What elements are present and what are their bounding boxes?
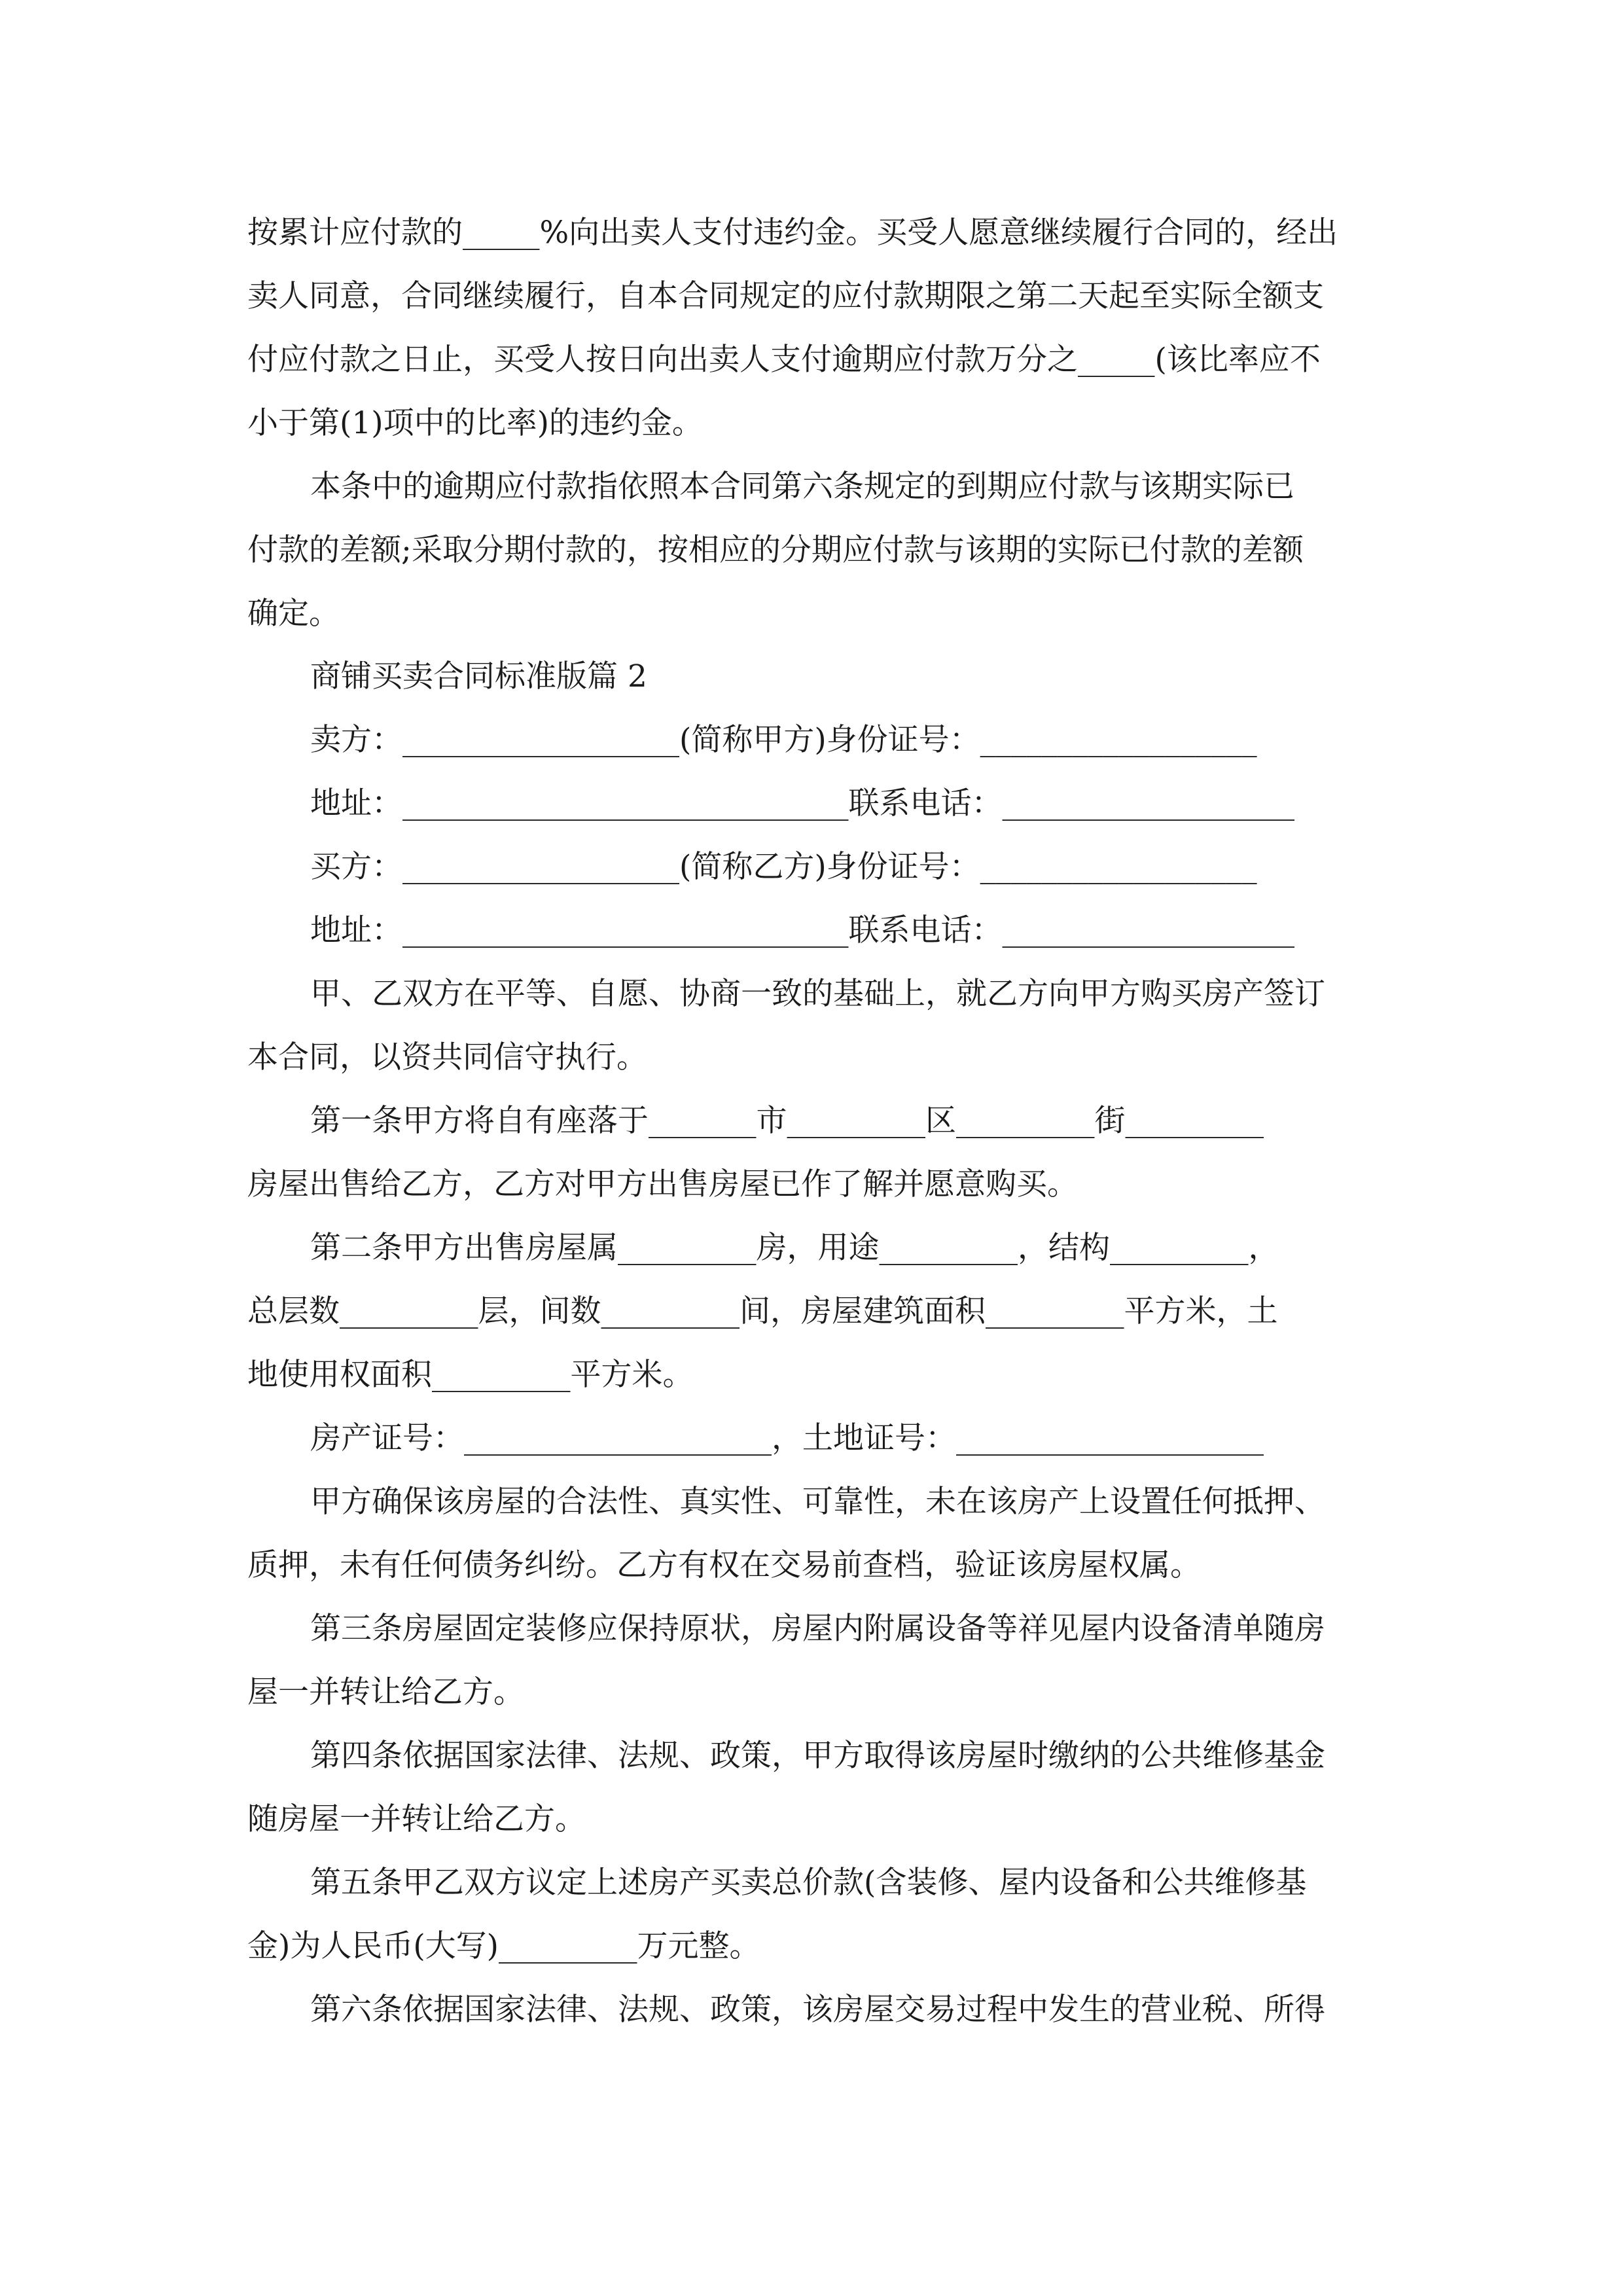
text-line: 卖人同意，合同继续履行，自本合同规定的应付款期限之第二天起至实际全额支 [247, 278, 1324, 314]
text-line: 甲、乙双方在平等、自愿、协商一致的基础上，就乙方向甲方购买房产签订 [310, 976, 1325, 1012]
seller-address-line: 地址：_____________________________联系电话：___________________ [310, 785, 1294, 821]
buyer-address-line: 地址：_____________________________联系电话：___________________ [310, 912, 1294, 948]
text-line: 总层数_________层，间数_________间，房屋建筑面积_________平方米，土 [247, 1293, 1278, 1329]
article-1-line: 第一条甲方将自有座落于_______市_________区_________街_________ [310, 1103, 1264, 1139]
seller-line: 卖方：__________________(简称甲方)身份证号：__________________ [310, 722, 1257, 758]
article-3-line: 第三条房屋固定装修应保持原状，房屋内附属设备等祥见屋内设备清单随房 [310, 1611, 1325, 1647]
text-line: 随房屋一并转让给乙方。 [247, 1801, 586, 1837]
section-heading: 商铺买卖合同标准版篇 2 [310, 658, 647, 694]
article-2-line: 第二条甲方出售房屋属_________房，用途_________，结构_________， [310, 1230, 1279, 1266]
text-line: 付款的差额;采取分期付款的，按相应的分期应付款与该期的实际已付款的差额 [247, 532, 1304, 568]
text-line: 质押，未有任何债务纠纷。乙方有权在交易前查档，验证该房屋权属。 [247, 1547, 1201, 1583]
article-4-line: 第四条依据国家法律、法规、政策，甲方取得该房屋时缴纳的公共维修基金 [310, 1738, 1325, 1774]
text-line: 按累计应付款的_____%向出卖人支付违约金。买受人愿意继续履行合同的，经出 [247, 215, 1338, 251]
text-line: 确定。 [247, 596, 340, 632]
buyer-line: 买方：__________________(简称乙方)身份证号：__________________ [310, 849, 1257, 885]
text-line: 小于第(1)项中的比率)的违约金。 [247, 405, 703, 441]
article-5-line: 第五条甲乙双方议定上述房产买卖总价款(含装修、屋内设备和公共维修基 [310, 1865, 1307, 1901]
text-line: 本条中的逾期应付款指依照本合同第六条规定的到期应付款与该期实际已 [310, 469, 1294, 505]
text-line: 付应付款之日止，买受人按日向出卖人支付逾期应付款万分之_____(该比率应不 [247, 342, 1321, 378]
text-line: 屋一并转让给乙方。 [247, 1674, 524, 1710]
text-line: 房屋出售给乙方，乙方对甲方出售房屋已作了解并愿意购买。 [247, 1166, 1078, 1202]
certificate-line: 房产证号：____________________，土地证号：____________________ [310, 1420, 1264, 1456]
text-line: 本合同，以资共同信守执行。 [247, 1039, 647, 1075]
text-line: 金)为人民币(大写)_________万元整。 [247, 1928, 760, 1964]
text-line: 地使用权面积_________平方米。 [247, 1357, 694, 1393]
text-line: 甲方确保该房屋的合法性、真实性、可靠性，未在该房产上设置任何抵押、 [310, 1484, 1325, 1520]
article-6-line: 第六条依据国家法律、法规、政策，该房屋交易过程中发生的营业税、所得 [310, 1992, 1325, 2028]
